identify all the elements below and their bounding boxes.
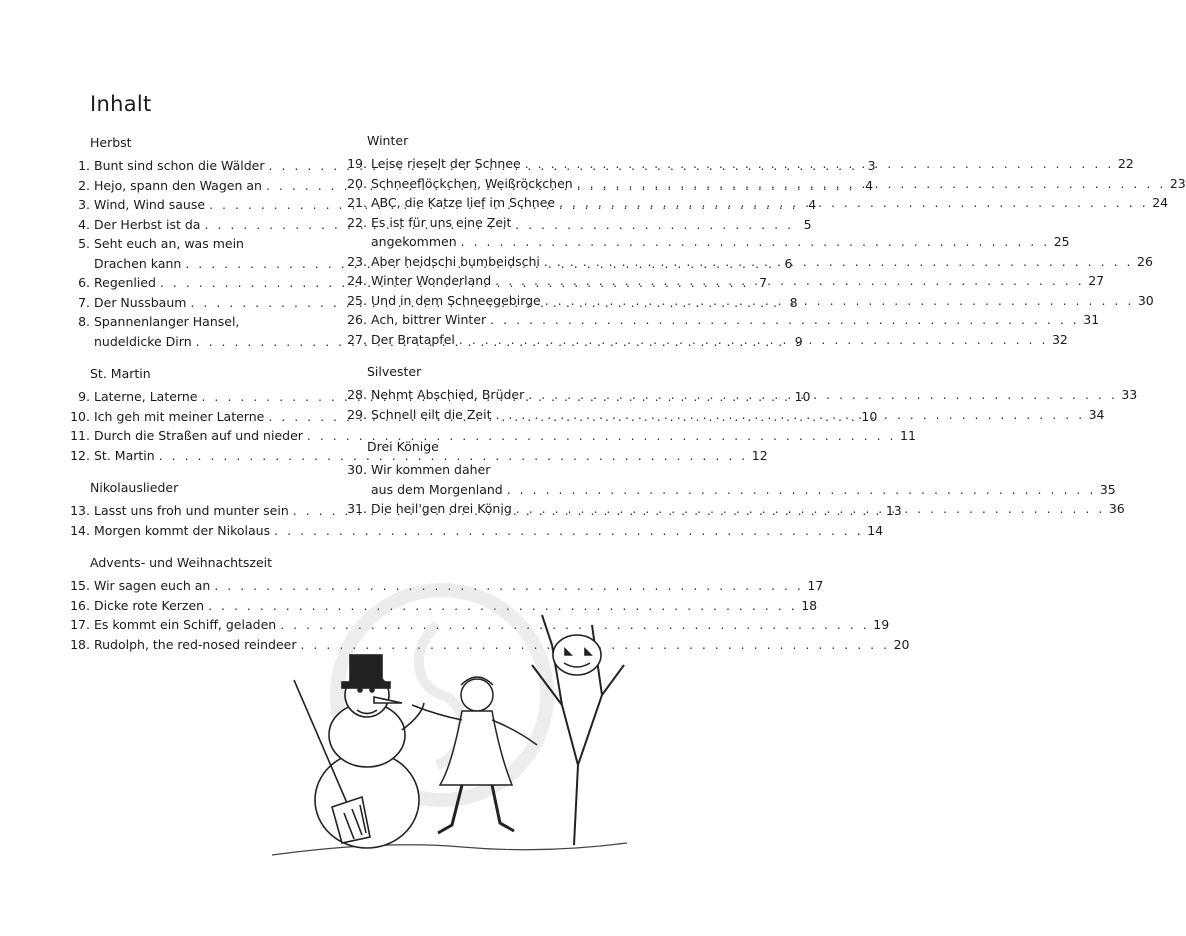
dancing-child xyxy=(412,677,537,833)
entry-page-number: 31 xyxy=(1083,312,1100,327)
entry-title: Laterne, Laterne xyxy=(94,389,198,404)
entry-title: Dicke rote Kerzen xyxy=(94,597,205,613)
winter-illustration xyxy=(262,585,632,875)
entry-page-number: 26 xyxy=(1137,253,1153,269)
entry-number: 1. xyxy=(78,158,90,173)
dot-leader xyxy=(545,291,1134,311)
section-heading: Drei Könige xyxy=(367,439,439,454)
section-heading: Advents- und Weihnachtszeit xyxy=(90,555,273,570)
entry-page-number: 33 xyxy=(1121,387,1138,402)
entry-number: 23. xyxy=(347,253,367,269)
entry-page-number: 7 xyxy=(759,275,768,290)
entry-title: Und in dem Schneegebirge xyxy=(371,292,541,308)
toc-entry[interactable] xyxy=(345,174,1186,194)
entry-number: 27. xyxy=(347,331,367,347)
entry-number: 16. xyxy=(70,597,90,613)
entry-number: 9. xyxy=(78,389,90,404)
entry-title: Der Herbst ist da xyxy=(94,216,201,232)
entry-title: Lasst uns froh und munter sein xyxy=(94,503,289,518)
entry-title: Spannenlanger Hansel, xyxy=(94,314,240,329)
entry-title: Der Bratapfel xyxy=(371,331,455,347)
entry-title: Aber heidschi bumbeidschi xyxy=(371,253,540,269)
entry-title: Nehmt Abschied, Brüder xyxy=(371,387,525,402)
toc-entry[interactable] xyxy=(345,193,1169,213)
entry-page-number: 19 xyxy=(873,617,890,632)
entry-page-number: 24 xyxy=(1152,195,1169,210)
entry-title: Wir sagen euch an xyxy=(94,578,211,593)
section-heading: St. Martin xyxy=(90,366,151,381)
entry-number: 3. xyxy=(78,197,90,212)
entry-title: Der Nussbaum xyxy=(94,294,187,310)
page-title: Inhalt xyxy=(90,92,152,116)
dot-leader xyxy=(461,232,1050,252)
entry-page-number: 4 xyxy=(865,177,874,193)
entry-number: 11. xyxy=(70,428,90,443)
entry-number: 14. xyxy=(70,522,90,538)
section-heading: Herbst xyxy=(90,135,132,150)
entry-page-number: 35 xyxy=(1099,481,1116,497)
entry-title: Ich geh mit meiner Laterne xyxy=(94,408,265,424)
entry-title: Es kommt ein Schiff, geladen xyxy=(94,617,277,632)
entry-number: 20. xyxy=(347,175,367,191)
entry-number: 29. xyxy=(347,406,367,422)
entry-page-number: 36 xyxy=(1108,501,1125,516)
entry-title: St. Martin xyxy=(94,447,155,463)
entry-number: 15. xyxy=(70,578,90,593)
entry-title: Morgen kommt der Nikolaus xyxy=(94,522,271,538)
section-heading: Nikolauslieder xyxy=(90,480,179,495)
entry-page-number: 23 xyxy=(1169,175,1186,191)
toc-entry[interactable] xyxy=(345,310,1100,330)
entry-page-number: 10 xyxy=(794,389,811,404)
entry-number: 8. xyxy=(78,314,90,329)
entry-page-number: 9 xyxy=(794,333,803,349)
entry-title: Regenlied xyxy=(94,275,156,290)
toc-entry[interactable] xyxy=(345,460,1116,499)
entry-title: Die heil'gen drei König xyxy=(371,501,512,516)
entry-number: 19. xyxy=(347,156,367,171)
entry-page-number: 13 xyxy=(885,503,902,518)
entry-title: ABC, die Katze lief im Schnee xyxy=(371,195,556,210)
dot-leader xyxy=(459,330,1048,350)
entry-title: Schneeflöckchen, Weißröckchen xyxy=(371,175,573,191)
entry-page-number: 11 xyxy=(900,428,916,443)
entry-title: Winter Wonderland xyxy=(371,273,492,288)
entry-title: Seht euch an, was mein xyxy=(94,236,244,251)
entry-number: 26. xyxy=(347,312,367,327)
toc-entry[interactable] xyxy=(345,213,1070,252)
entry-page-number: 20 xyxy=(893,636,910,652)
dot-leader xyxy=(559,193,1148,213)
entry-page-number: 27 xyxy=(1088,273,1105,288)
entry-title: Es ist für uns eine Zeit xyxy=(371,214,512,230)
entry-page-number: 5 xyxy=(803,216,812,232)
entry-number: 18. xyxy=(70,636,90,652)
entry-number: 17. xyxy=(70,617,90,632)
entry-number: 5. xyxy=(78,236,90,251)
dot-leader xyxy=(577,174,1166,194)
entry-page-number: 34 xyxy=(1088,406,1105,422)
entry-title: Ach, bittrer Winter xyxy=(371,312,487,327)
entry-page-number: 14 xyxy=(867,522,884,538)
entry-page-number: 18 xyxy=(801,597,818,613)
entry-title: nudeldicke Dirn xyxy=(94,333,192,349)
entry-number: 10. xyxy=(70,408,90,424)
toc-entry[interactable] xyxy=(345,154,1134,174)
entry-title: Wir kommen daher xyxy=(371,462,491,477)
entry-page-number: 30 xyxy=(1137,292,1154,308)
dot-leader xyxy=(507,480,1096,500)
dot-leader xyxy=(528,385,1117,405)
entry-number: 2. xyxy=(78,177,90,193)
entry-number: 30. xyxy=(347,462,367,477)
entry-page-number: 8 xyxy=(789,294,798,310)
dot-leader xyxy=(495,405,1084,425)
entry-page-number: 17 xyxy=(807,578,824,593)
entry-title: Rudolph, the red-nosed reindeer xyxy=(94,636,297,652)
entry-number: 25. xyxy=(347,292,367,308)
entry-title: Durch die Straßen auf und nieder xyxy=(94,428,303,443)
entry-title: Bunt sind schon die Wälder xyxy=(94,158,265,173)
dot-leader xyxy=(544,252,1133,272)
entry-title: aus dem Morgenland xyxy=(371,481,503,497)
toc-entry[interactable] xyxy=(68,426,916,446)
toc-entry[interactable] xyxy=(345,271,1105,291)
entry-title: angekommen xyxy=(371,234,457,249)
entry-title: Hejo, spann den Wagen an xyxy=(94,177,262,193)
entry-number: 12. xyxy=(70,447,90,463)
dot-leader xyxy=(495,271,1084,291)
section-heading: Silvester xyxy=(367,364,422,379)
toc-entry[interactable] xyxy=(345,291,1154,311)
entry-page-number: 10 xyxy=(861,408,878,424)
entry-title: Drachen kann xyxy=(94,255,182,271)
entry-title: Wind, Wind sause xyxy=(94,197,206,212)
entry-page-number: 25 xyxy=(1053,234,1070,249)
toc-section xyxy=(345,132,1186,349)
section-heading: Winter xyxy=(367,133,409,148)
entry-title: Schnell eilt die Zeit xyxy=(371,406,492,422)
entry-page-number: 32 xyxy=(1051,331,1068,347)
entry-number: 7. xyxy=(78,294,90,310)
entry-page-number: 4 xyxy=(808,197,817,212)
entry-page-number: 22 xyxy=(1117,156,1134,171)
entry-page-number: 6 xyxy=(784,255,793,271)
entry-page-number: 12 xyxy=(751,447,768,463)
pumpkin-lantern xyxy=(553,635,601,675)
dot-leader xyxy=(525,154,1114,174)
entry-number: 13. xyxy=(70,503,90,518)
toc-entry[interactable] xyxy=(68,521,884,541)
dot-leader xyxy=(490,310,1079,330)
entry-number: 21. xyxy=(347,195,367,210)
entry-number: 31. xyxy=(347,501,367,516)
toc-entry[interactable] xyxy=(345,330,1068,350)
entry-page-number: 3 xyxy=(867,158,876,173)
toc-entry[interactable] xyxy=(345,252,1153,272)
entry-title: Leise rieselt der Schnee xyxy=(371,156,521,171)
entry-number: 6. xyxy=(78,275,90,290)
entry-number: 24. xyxy=(347,273,367,288)
entry-number: 22. xyxy=(347,214,367,230)
entry-number: 28. xyxy=(347,387,367,402)
entry-number: 4. xyxy=(78,216,90,232)
dot-leader xyxy=(516,499,1105,519)
